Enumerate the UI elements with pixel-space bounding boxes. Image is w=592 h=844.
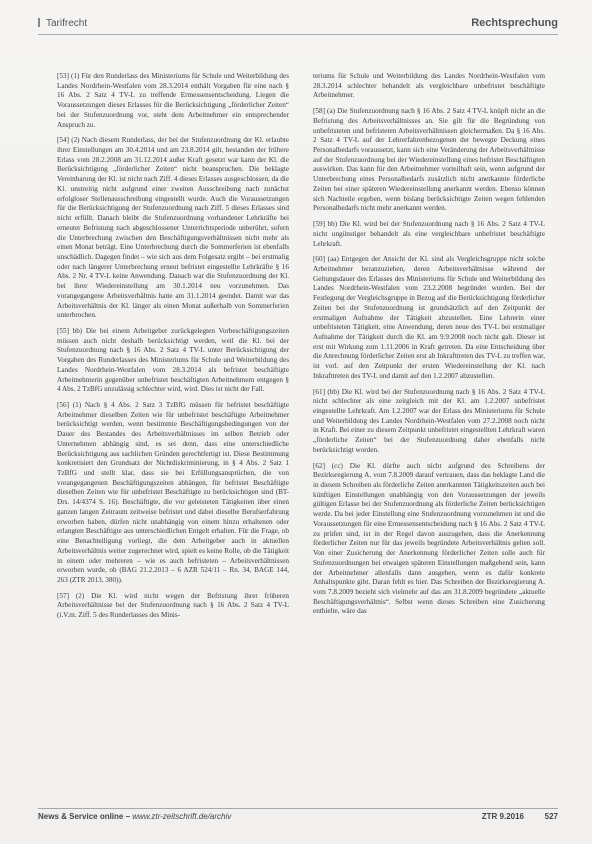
footer-news-label: News & Service online – <box>38 812 131 821</box>
running-header <box>38 18 558 34</box>
header-section-left-text: Tarifrecht <box>46 18 88 29</box>
paragraph: teriums für Schule und Weiterbildung des Landes Nordrhein-Westfalen vom 28.3.2014 schlechter behandelt als vergleichbare unbefristet beschäftigte Arbeitnehmer. <box>313 72 545 100</box>
paragraph: [56] (1) Nach § 4 Abs. 2 Satz 3 TzBfG müssen für befristet beschäftigte Arbeitnehmer dieselben Zeiten wie für unbefristet beschäftigte Arbeitnehmer berücksichtigt werden, wenn bestimmte Beschäftigungsbedingungen von der Dauer des Bestandes des Arbeitsverhältnisses im selben Betrieb oder Unternehmen abhängig sind, es sei denn, dass eine unterschiedliche Berücksichtigung aus sachlichen Gründen gerechtfertigt ist. Diese Bestimmung konkretisiert den Grundsatz der Nichtdiskriminierung, in § 4 Abs. 2 Satz 1 TzBfG und stellt klar, dass sie bei Erfüllungsansprüchen, die von vorangegangenen Beschäftigungszeiten abhängen, für befristet Beschäftigte dieselben Zeiten wie für unbefristet Beschäftigte zu berücksichtigen sind (BT-Drs. 14/4374 S. 16). Beschäftigte, die vor geleisteten Tätigkeiten über einen ganzen langen Zeitraum zeitweise befristet und dabei dieselbe Berufserfahrung erworben haben, dürfen nicht unabhängig von einem hinzu erhaltenen oder erlangten Beschäftigte aus unterschiedlichen Entgelt erhalten. Für die Frage, ob eine Benachteiligung vorliegt, die dem Arbeitgeber auch in aktuellen Arbeitsverhältnis weiter zugerechnet wird, spielt es keine Rolle, ob die Tätigkeit in einem oder mehreren – wie es auch befristeten – Arbeitsverhältnissen erworben wurde, ob (BAG 21.2.2013 – 6 AZR 524/11 – Rn. 34, BAGE 144, 263 (ZTR 2013, 380)). <box>57 401 289 584</box>
footer-divider <box>38 808 558 809</box>
header-divider <box>38 34 558 35</box>
running-footer <box>38 812 558 826</box>
paragraph: [62] (cc) Die Kl. dürfte auch nicht aufgrund des Schreibens der Bezirksregierung A. vom 7.8.2009 darauf vertrauen, dass das beklagte Land die in diesem Schreiben als förderliche Zeiten anerkannten Tätigkeitszeiten auch bei künftigen Einstellungen unabhängig von den Voraussetzungen der jeweils gültigen Erlasse bei der Stufenzuordnung als förderliche Zeiten berücksichtigen werde. Da bei jeder Einstellung eine Stufenzuordnung vorzunehmen ist und die Voraussetzungen für eine Ermessensentscheidung nach § 16 Abs. 2 Satz 4 TV-L zu prüfen sind, ist in der Regel davon auszugehen, dass die Anerkennung förderlicher Zeiten nur für das jeweils begründete Arbeitsverhältnis gelten soll. Von einer Zusicherung der Anerkennung förderlicher Zeiten solle auch für Stufenzuordnungen bei etwaigen späteren Einstellungen maßgebend sein, kann der Arbeitnehmer allenfalls dann ausgehen, wenn es dafür konkrete Anhaltspunkte gibt. Daran fehlt es hier. Das Schreiben der Bezirksregierung A. vom 7.8.2009 bezieht sich vielmehr auf das am 31.8.2009 begründete „aktuelle Beschäftigungsverhältnis“. Selbst wenn dieses Schreiben eine Zusicherung enthielte, wäre das <box>313 461 545 616</box>
paragraph: [61] (bb) Die Kl. wird bei der Stufenzuordnung nach § 16 Abs. 2 Satz 4 TV-L nicht schlechter als eine zeitgleich mit der Kl. am 1.2.2007 unbefristet eingestellte Lehrkraft. Am 1.2.2007 war der Erlass des Ministeriums für Schule und Weiterbildung des Landes Nordrhein-Westfalen vom 27.2.2008 noch nicht in Kraft. Bei einer zu diesem Zeitpunkt unbefristet eingestellten Lehrkraft waren „förderliche Zeiten“ bei der Stufenzuordnung daher ebenfalls nicht berücksichtigt worden. <box>313 387 545 454</box>
paragraph: [58] (a) Die Stufenzuordnung nach § 16 Abs. 2 Satz 4 TV-L knüpft nicht an die Befristung des Arbeitsverhältnisses an. Sie gilt für die Begründung von unbefristeten und befristeten Arbeitsverhältnissen gleichermaßen. Da § 16 Abs. 2 Satz 4 TV-L auf der Lehrerfahrenbezogenen der bewegte Deckung eines Personalbedarfs voraussetzt, kann sich eine Veränderung der Arbeitsverhältnisse auf der Stufenzuordnung bei der Wiedereinstellung eines befristet Beschäftigten auswirken. Das kann für den Arbeitnehmer vorteilhaft sein, wenn aufgrund der Unterbrechung eines Personalbedarfs zusätzlich nicht anerkannte förderliche Zeiten bei einer späteren Wiedereinstellung anerkannt werden. Ebenso können sich Nachteile ergeben, wenn bislang berücksichtigte Zeiten wegen fehlenden Personalbedarfs nicht mehr anerkannt werden. <box>313 107 545 213</box>
footer-journal-issue: ZTR 9.2016 <box>481 812 524 821</box>
paragraph: [55] bb) Die bei einem Arbeitgeber zurückgelegten Vorbeschäftigungszeiten müssen auch nicht deshalb berücksichtigt werden, weil die Kl. bei der Stufenzuordnung nach § 16 Abs. 2 Satz 4 TV-L unter Berücksichtigung der Vorgaben des Runderlasses des Ministeriums für Schule und Weiterbildung des Landes Nordrhein-Westfalen vom 28.3.2014 als befristet beschäftigte Arbeitnehmerin gegenüber unbefristet beschäftigten Arbeitnehmern entgegen § 4 Abs. 2 TzBfG unzulässig schlechter wird, wird. Dies ist nicht der Fall. <box>57 326 289 394</box>
paragraph: [60] (aa) Entgegen der Ansicht der Kl. sind als Vergleichsgruppe nicht solche Arbeitnehmer heranzuziehen, deren Arbeitsverhältnisse während der Geltungsdauer des Erlasses des Ministeriums für Schule und Weiterbildung des Landes Nordrhein-Westfalen vom 23.2.2008 begründet wurden. Bei der Festlegung der Vergleichsgruppe in Bezug auf die Berücksichtigung förderlicher Zeiten bei der Stufenzuordnung ist grundsätzlich auf den Zeitpunkt der erstmaligen Aufnahme der Tätigkeit abzustellen. Eine Lehrerin einer unbefristeten Tätigkeit, eine Anwendung, deren neue des TV-L bei erstmaliger Aufnahme der Tätigkeit durch die Kl. am 9.9.2008 noch nicht galt. Dieser ist erst mit Wirkung zum 1.11.2006 in Kraft getreten. Da eine Entscheidung über die Anrechnung förderlicher Zeiten erst ab Inkrafttreten des TV-L zu treffen war, ist vorl. auf den Zeitpunkt der ersten Wiedereinstellung der Kl. nach Inkrafttreten des TV-L und damit auf den 1.2.2007 abzustellen. <box>313 255 546 380</box>
header-marker <box>38 18 40 27</box>
text-column-left <box>57 72 289 627</box>
text-column-right <box>313 72 545 623</box>
paragraph: [59] bb) Die Kl. wird bei der Stufenzuordnung nach § 16 Abs. 2 Satz 4 TV-L nicht ungünstiger behandelt als eine vergleichbare unbefristet beschäftigte Lehrkraft. <box>313 220 545 248</box>
paragraph: [53] (1) Für den Runderlass des Ministeriums für Schule und Weiterbildung des Landes Nordrhein-Westfalen vom 28.3.2014 enthält Vorgaben für eine nach § 16 Abs. 2 Satz 4 TV-L zu treffende Ermessensentscheidung. Liegen die Voraussetzungen dieses Erlasses für die Berücksichtigung „förderlicher Zeiten“ bei der Stufenzuordnung vor, steht dem Arbeitnehmer ein entsprechender Anspruch zu. <box>57 72 289 129</box>
header-section-left <box>38 18 87 29</box>
paragraph: [57] (2) Die Kl. wird nicht wegen der Befristung ihrer früheren Arbeitsverhältnisse bei der Stufenzuordnung nach § 16 Abs. 2 Satz 4 TV-L (i.V.m. Ziff. 5 des Runderlasses des Minis- <box>57 591 289 620</box>
page-number: 527 <box>544 812 558 821</box>
paragraph: [54] (2) Nach diesem Runderlass, der bei der Stufenzuordnung der Kl. erlaubte ihrer Einstellungen am 30.4.2014 und am 23.8.2014 gilt, bestanden der frühere Erlass vom 28.2.2008 am 31.12.2014 außer Kraft gesetzt war kann der Kl. die Berücksichtigung „förderlicher Zeiten“ nicht beanspruchen. Die beklagte Vereinbarung der Kl. ist nicht nach Ziff. 4 dieses Erlasses ausgeschlossen, da die Kl. unstreitig nicht aufgrund einer zweiten Ausschreibung nach zunächst erfolgloser Stellenausschreibung eingestellt wurde. Auch die Voraussetzungen für die Berücksichtigung der Stufenzuordnung nach Ziff. 5 dieses Erlasses sind nicht erfüllt. Danach bleibt die Stufenzuordnung vorhandener Lehrkräfte bei erneuter Befristung nach abgeschlossener Unterrichtsperiode unberührt, sofern die Unterbrechung zwischen den Beschäftigungsverhältnissen nicht mehr als einen Monat beträgt. Eine Unterbrechung durch die Sommerferien ist ebenfalls unschädlich. Dagegen findet – wie sich aus dem Folgesatz ergibt – bei erstmalig oder nach längerer Unterbrechung erneut befristet eingestellte Lehrkräfte § 16 Abs. 2 Nr. 4 TV-L keine Anwendung. Danach war die Stufenzuordnung der Kl. bei ihrer Wiedereinstellung am 30.1.2014 neu vorzunehmen. Das vorangegangene Arbeitsverhältnis hatte am 31.1.2014 geendet. Damit war das Arbeitsverhältnis der Kl. länger als einen Monat außerhalb von Sommerferien unterbrochen. <box>57 136 289 320</box>
footer-archive-link[interactable]: www.ztr-zeitschrift.de/archiv <box>132 812 232 821</box>
header-section-right: Rechtsprechung <box>471 17 558 29</box>
footer-news <box>38 812 231 821</box>
